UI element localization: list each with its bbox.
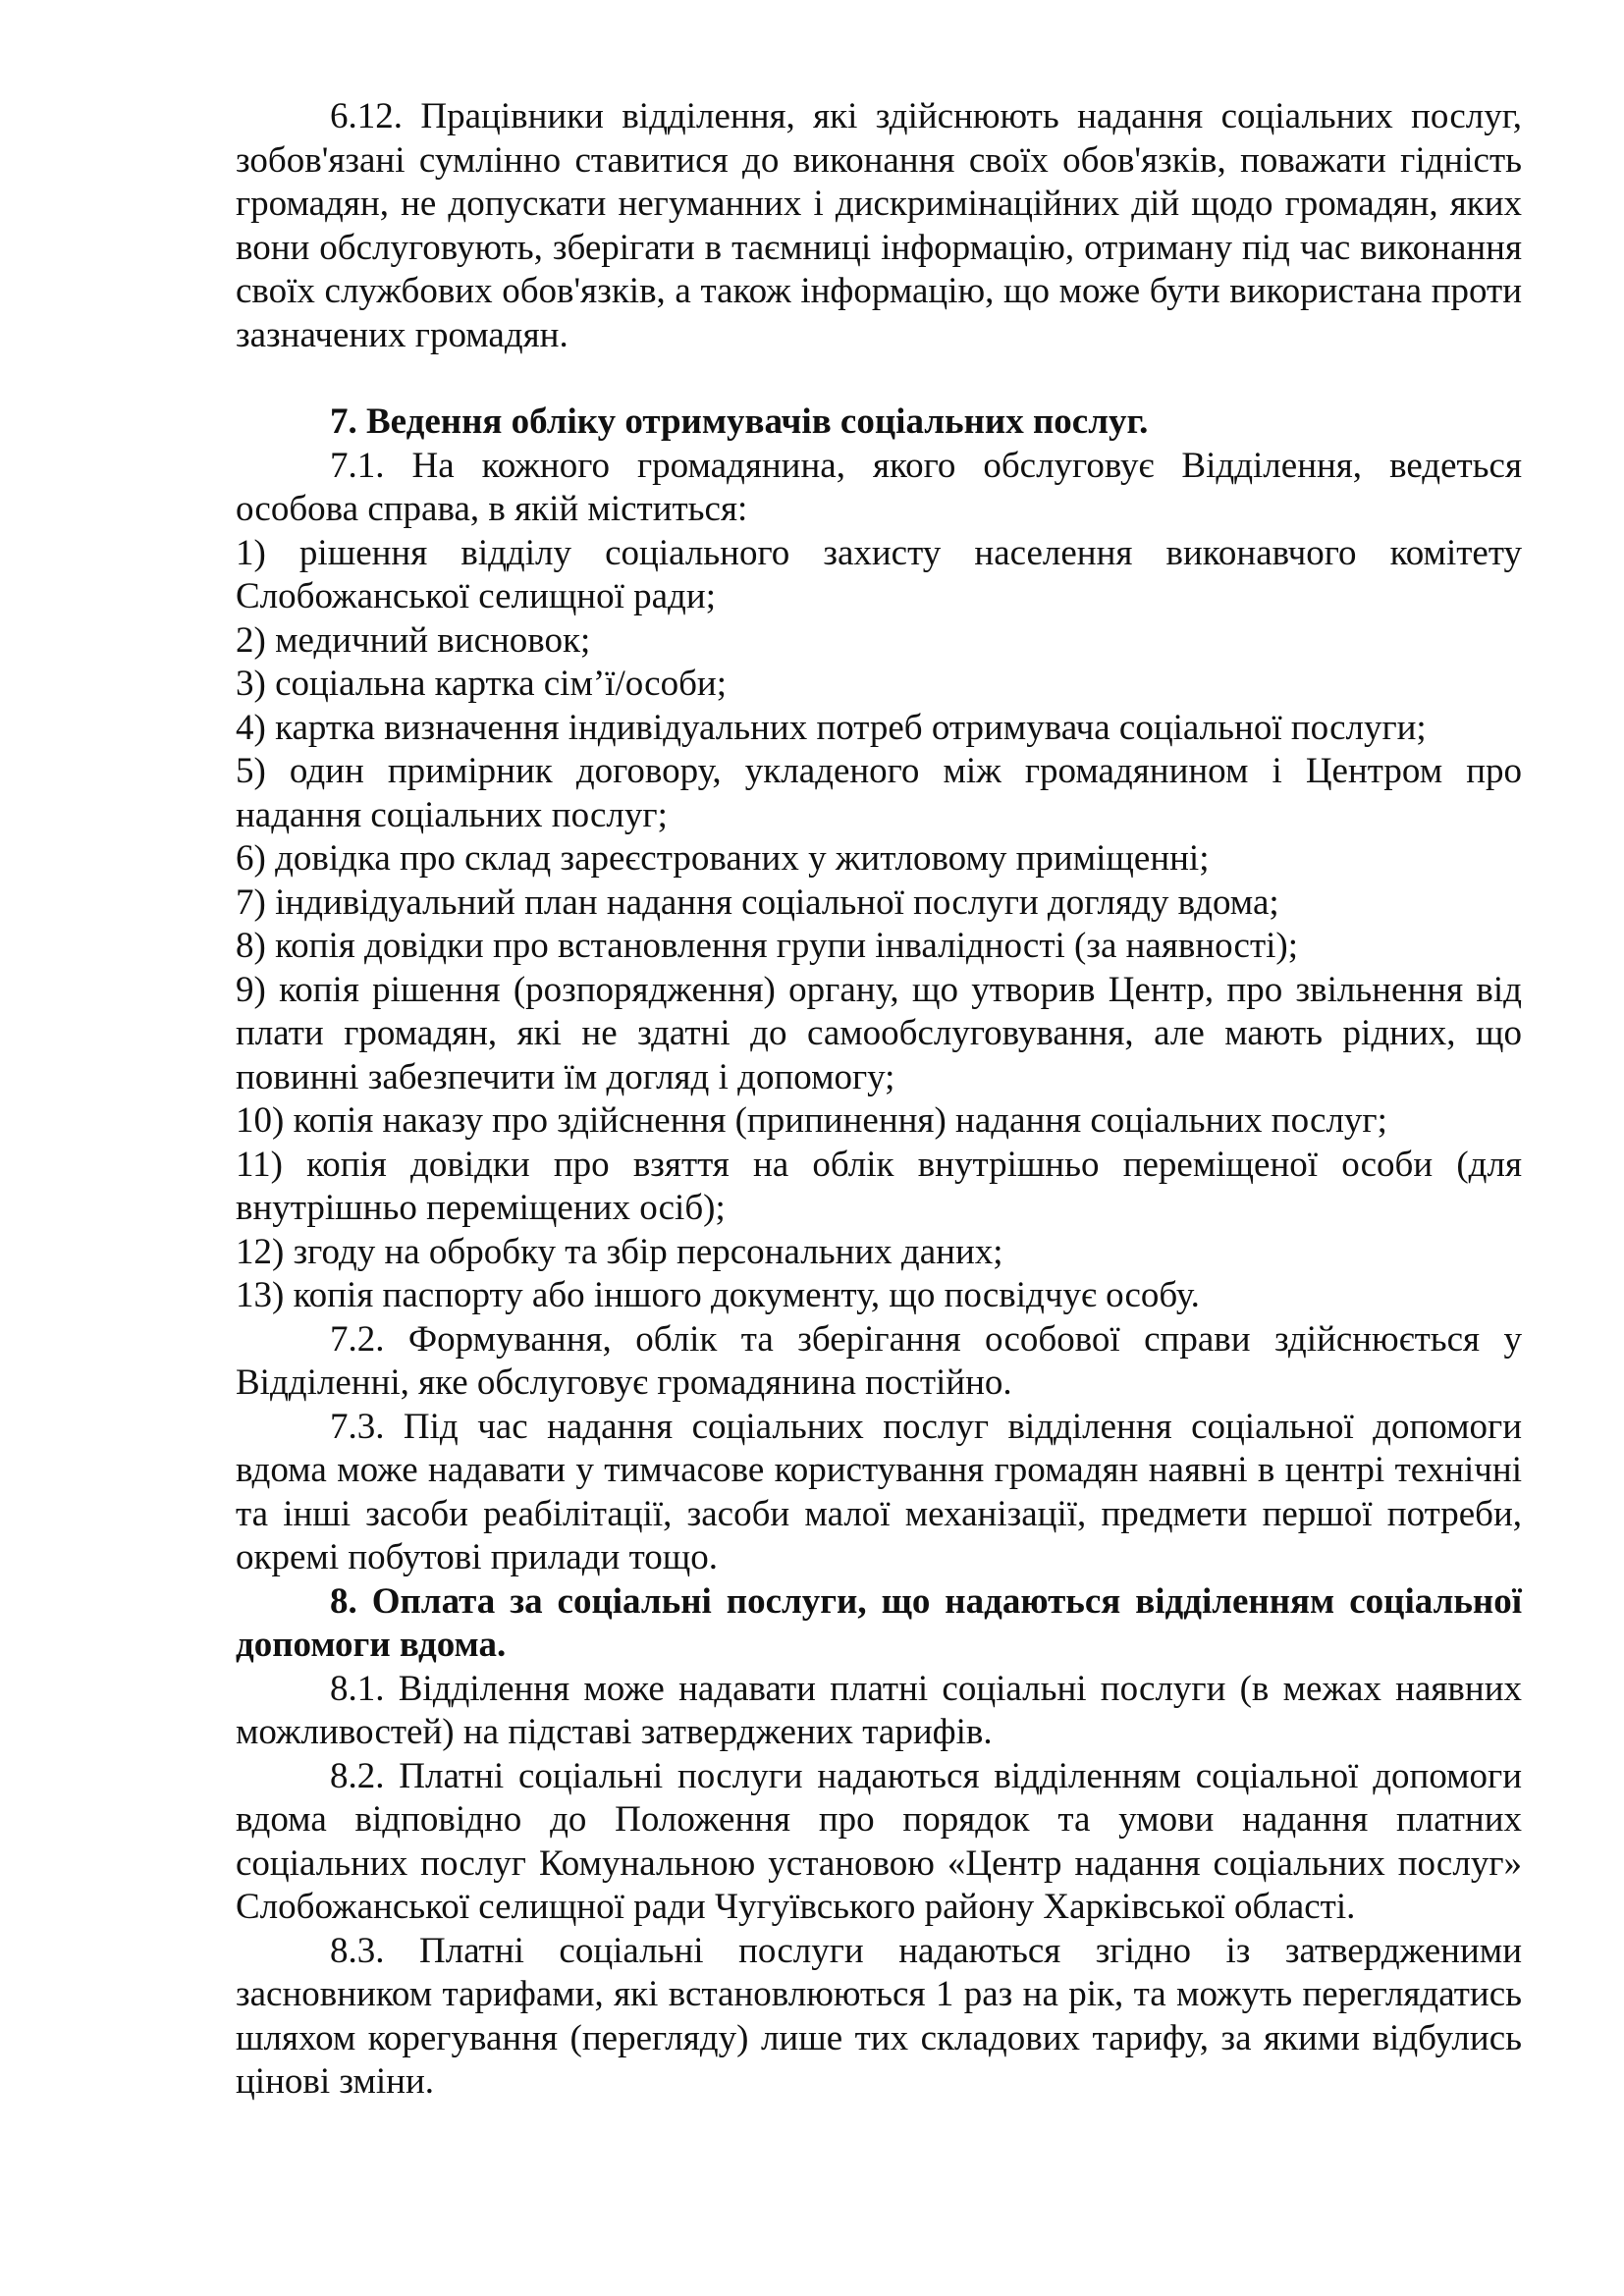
list-item: 4) картка визначення індивідуальних потреб отримувача соціальної послуги; [236,707,1427,748]
list-item: 5) один примірник договору, укладеного між громадянином і Центром про надання соціальних послуг; [236,751,1522,835]
list-item: 9) копія рішення (розпорядження) органу, що утворив Центр, про звільнення від плати громадян, які не здатні до самообслуговування, але мають рідних, що повинні забезпечити їм догляд і допомогу; [236,969,1522,1097]
paragraph-8-3: 8.3. Платні соціальні послуги надаються згідно із затвердженими засновником тарифами, які встановлюються 1 раз на рік, та можуть переглядатись шляхом корегування (перегляду) лише тих складових тарифу, за якими відбулись цінові зміни. [236,1930,1522,2102]
section-gap [236,357,1522,400]
paragraph-6-12: 6.12. Працівники відділення, які здійснюють надання соціальних послуг, зобов'язані сумлінно ставитися до виконання своїх обов'язків, поважати гідність громадян, не допускати негуманних і дискримінаційних дій щодо громадян, яких вони обслуговують, зберігати в таємниці інформацію, отриману під час виконання своїх службових обов'язків, а також інформацію, що може бути використана проти зазначених громадян. [236,96,1522,355]
paragraph-7-3: 7.3. Під час надання соціальних послуг відділення соціальної допомоги вдома може надавати у тимчасове користування громадян наявні в центрі технічні та інші засоби реабілітації, засоби малої механізації, предмети першої потреби, окремі побутові прилади тощо. [236,1406,1522,1577]
document-page [236,95,1522,2105]
list-item: 12) згоду на обробку та збір персональних даних; [236,1231,1003,1272]
paragraph-7-1: 7.1. На кожного громадянина, якого обслуговує Відділення, ведеться особова справа, в якій міститься: [236,445,1522,529]
list-item: 11) копія довідки про взяття на облік внутрішньо переміщеної особи (для внутрішньо переміщених осіб); [236,1144,1522,1228]
paragraph-8-2: 8.2. Платні соціальні послуги надаються відділенням соціальної допомоги вдома відповідно до Положення про порядок та умови надання платних соціальних послуг Комунальною установою «Центр надання соціальних послуг» Слобожанської селищної ради Чугуївського району Харківської області. [236,1755,1522,1927]
list-item: 13) копія паспорту або іншого документу, що посвідчує особу. [236,1275,1200,1315]
section-8-heading: 8. Оплата за соціальні послуги, що надаються відділенням соціальної допомоги вдома. [236,1580,1522,1665]
list-item: 7) індивідуальний план надання соціальної послуги догляду вдома; [236,881,1279,923]
list-item: 6) довідка про склад зареєстрованих у житловому приміщенні; [236,838,1210,879]
list-item: 2) медичний висновок; [236,619,591,661]
list-item: 10) копія наказу про здійснення (припинення) надання соціальних послуг; [236,1100,1387,1141]
case-file-contents-list [236,532,1522,1318]
list-item: 1) рішення відділу соціального захисту населення виконавчого комітету Слобожанської селищної ради; [236,532,1522,616]
paragraph-8-1: 8.1. Відділення може надавати платні соціальні послуги (в межах наявних можливостей) на підставі затверджених тарифів. [236,1668,1522,1752]
paragraph-7-2: 7.2. Формування, облік та зберігання особової справи здійснюється у Відділенні, яке обслуговує громадянина постійно. [236,1318,1522,1403]
section-7-heading: 7. Ведення обліку отримувачів соціальних послуг. [330,401,1149,442]
list-item: 8) копія довідки про встановлення групи інвалідності (за наявності); [236,926,1299,966]
list-item: 3) соціальна картка сім’ї/особи; [236,664,727,704]
